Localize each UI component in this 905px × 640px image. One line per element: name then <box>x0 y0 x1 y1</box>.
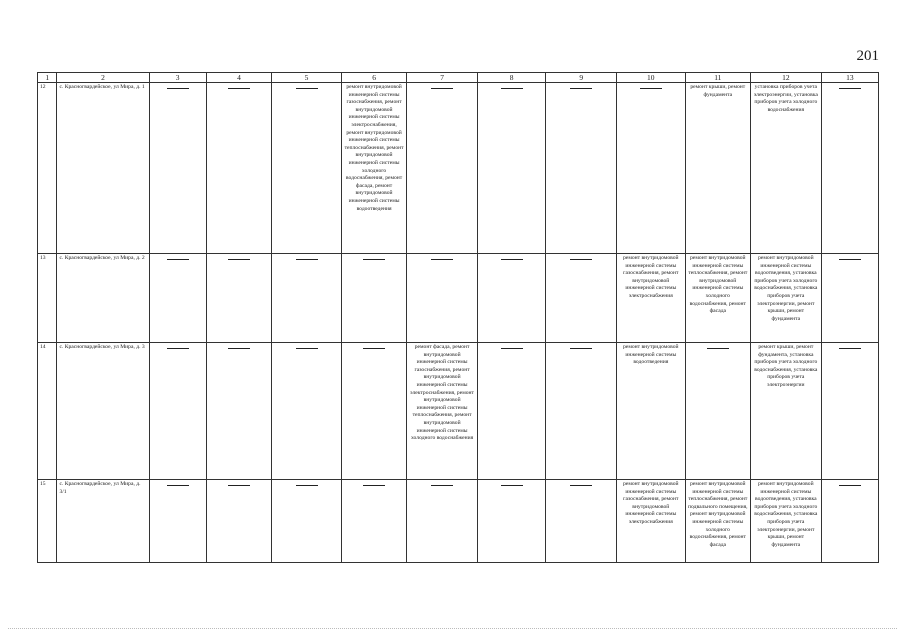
work-cell: ремонт фасада, ремонт внутридомовой инженерной системы газоснабжения, ремонт внутридомовой инженерной системы электроснабжения, ремонт внутридомовой инженерной системы теплоснабжения, ремонт внутридомовой инженерной системы холодного водоснабжения <box>407 343 478 480</box>
work-cell: ремонт внутридомовой инженерной системы водоотведения, установка приборов учета холодного водоснабжения, установка приборов учета электроэнергии, ремонт крыши, ремонт фундамента <box>751 254 822 343</box>
dash-mark <box>640 88 662 89</box>
dash-mark <box>501 259 523 260</box>
empty-cell <box>272 83 342 254</box>
empty-cell <box>546 480 617 563</box>
column-number: 11 <box>685 73 750 83</box>
address-cell: с. Красногвардейское, ул Мира, д. 3 <box>57 343 149 480</box>
dash-mark <box>431 259 453 260</box>
column-number: 4 <box>206 73 271 83</box>
dash-mark <box>707 348 729 349</box>
empty-cell <box>341 343 406 480</box>
work-cell: ремонт внутридомовой инженерной системы газоснабжения, ремонт внутридомовой инженерной системы электроснабжения <box>617 254 686 343</box>
work-cell: ремонт крыши, ремонт фундамента <box>685 83 750 254</box>
dash-mark <box>570 88 592 89</box>
dash-mark <box>570 348 592 349</box>
empty-cell <box>206 480 271 563</box>
dash-mark <box>501 348 523 349</box>
empty-cell <box>149 254 206 343</box>
dash-mark <box>167 485 189 486</box>
works-table <box>37 72 879 563</box>
dash-mark <box>296 485 318 486</box>
empty-cell <box>477 83 546 254</box>
work-cell: ремонт внутридомовой инженерной системы теплоснабжения, ремонт внутридомовой инженерной системы холодного водоснабжения, ремонт фасада <box>685 254 750 343</box>
dash-mark <box>570 485 592 486</box>
column-number: 3 <box>149 73 206 83</box>
dash-mark <box>228 259 250 260</box>
dash-mark <box>839 348 861 349</box>
column-number: 10 <box>617 73 686 83</box>
empty-cell <box>821 343 878 480</box>
work-cell: установка приборов учета электроэнергии, установка приборов учета холодного водоснабжения <box>751 83 822 254</box>
column-number-row <box>38 73 879 83</box>
dash-mark <box>570 259 592 260</box>
dash-mark <box>167 259 189 260</box>
column-number: 2 <box>57 73 149 83</box>
address-cell: с. Красногвардейское, ул Мира, д. 2 <box>57 254 149 343</box>
dash-mark <box>228 348 250 349</box>
empty-cell <box>821 83 878 254</box>
dash-mark <box>296 88 318 89</box>
dash-mark <box>363 348 385 349</box>
empty-cell <box>149 83 206 254</box>
empty-cell <box>272 254 342 343</box>
dash-mark <box>839 259 861 260</box>
empty-cell <box>546 343 617 480</box>
empty-cell <box>272 343 342 480</box>
dash-mark <box>167 348 189 349</box>
empty-cell <box>206 343 271 480</box>
row-number: 13 <box>38 254 57 343</box>
dash-mark <box>431 485 453 486</box>
work-cell: ремонт внутридомовой инженерной системы газоснабжения, ремонт внутридомовой инженерной системы электроснабжения <box>617 480 686 563</box>
column-number: 7 <box>407 73 478 83</box>
dash-mark <box>228 88 250 89</box>
empty-cell <box>206 254 271 343</box>
column-number: 9 <box>546 73 617 83</box>
table-row <box>38 480 879 563</box>
empty-cell <box>821 480 878 563</box>
work-cell: ремонт внутридомовой инженерной системы теплоснабжения, ремонт подвального помещения, ремонт внутридомовой инженерной системы холодного водоснабжения, ремонт фасада <box>685 480 750 563</box>
dash-mark <box>296 348 318 349</box>
row-number: 14 <box>38 343 57 480</box>
dash-mark <box>431 88 453 89</box>
page-number: 201 <box>856 48 879 64</box>
dash-mark <box>167 88 189 89</box>
table-row <box>38 83 879 254</box>
empty-cell <box>617 83 686 254</box>
empty-cell <box>477 343 546 480</box>
table-row <box>38 254 879 343</box>
scan-edge <box>8 628 897 629</box>
empty-cell <box>407 83 478 254</box>
empty-cell <box>477 254 546 343</box>
dash-mark <box>839 485 861 486</box>
empty-cell <box>149 480 206 563</box>
empty-cell <box>206 83 271 254</box>
dash-mark <box>363 259 385 260</box>
row-number: 12 <box>38 83 57 254</box>
dash-mark <box>296 259 318 260</box>
column-number: 6 <box>341 73 406 83</box>
address-cell: с. Красногвардейское, ул Мира, д. 3/1 <box>57 480 149 563</box>
empty-cell <box>685 343 750 480</box>
row-number: 15 <box>38 480 57 563</box>
table-row <box>38 343 879 480</box>
dash-mark <box>228 485 250 486</box>
empty-cell <box>546 83 617 254</box>
empty-cell <box>407 480 478 563</box>
dash-mark <box>363 485 385 486</box>
column-number: 1 <box>38 73 57 83</box>
work-cell: ремонт внутридомовой инженерной системы водоотведения <box>617 343 686 480</box>
work-cell: ремонт внутридомовой инженерной системы газоснабжения, ремонт внутридомовой инженерной системы электроснабжения, ремонт внутридомовой инженерной системы теплоснабжения, ремонт внутридомовой инженерной системы холодного водоснабжения, ремонт фасада, ремонт внутридомовой инженерной системы водоотведения <box>341 83 406 254</box>
empty-cell <box>149 343 206 480</box>
work-cell: ремонт крыши, ремонт фундамента, установка приборов учета холодного водоснабжения, установка приборов учета электроэнергии <box>751 343 822 480</box>
empty-cell <box>546 254 617 343</box>
empty-cell <box>272 480 342 563</box>
dash-mark <box>501 88 523 89</box>
column-number: 8 <box>477 73 546 83</box>
work-cell: ремонт внутридомовой инженерной системы водоотведения, установка приборов учета холодного водоснабжения, установка приборов учета электроэнергии, ремонт крыши, ремонт фундамента <box>751 480 822 563</box>
dash-mark <box>501 485 523 486</box>
empty-cell <box>477 480 546 563</box>
dash-mark <box>839 88 861 89</box>
column-number: 13 <box>821 73 878 83</box>
column-number: 12 <box>751 73 822 83</box>
empty-cell <box>341 480 406 563</box>
address-cell: с. Красногвардейское, ул Мира, д. 1 <box>57 83 149 254</box>
empty-cell <box>821 254 878 343</box>
empty-cell <box>341 254 406 343</box>
empty-cell <box>407 254 478 343</box>
column-number: 5 <box>272 73 342 83</box>
